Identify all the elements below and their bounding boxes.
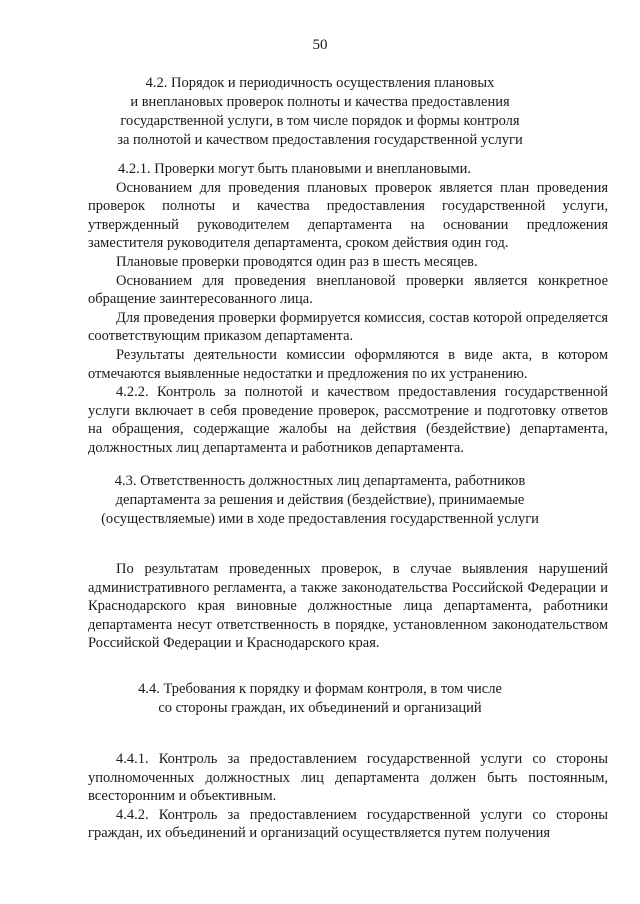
paragraph: Результаты деятельности комиссии оформляются в виде акта, в котором отмечаются выявленные недостатки и предложения по их устранению. (88, 346, 608, 382)
page-number: 50 (312, 37, 328, 53)
heading-line: (осуществляемые) ими в ходе предоставления государственной услуги (101, 511, 539, 527)
section-4-3-body (88, 560, 608, 653)
paragraph: 4.2.2. Контроль за полнотой и качеством предоставления государственной услуги включает в себя проведение проверок, рассмотрение и подготовку ответов на обращения, содержащие жалобы на действия (бездействие) департамента, должностных лиц департамента и работников департамента. (88, 384, 608, 456)
heading-line: и внеплановых проверок полноты и качества предоставления (130, 94, 510, 110)
paragraph: Основанием для проведения внеплановой проверки является конкретное обращение заинтересованного лица. (88, 272, 608, 308)
section-4-2-body (88, 160, 608, 458)
paragraph: Основанием для проведения плановых проверок является план проведения проверок полноты и качества предоставления государственной услуги, утвержденный руководителем департамента на основании предложения заместителя руководителя департамента, сроком действия один год. (88, 179, 608, 252)
paragraph: 4.4.2. Контроль за предоставлением государственной услуги со стороны граждан, их объединений и организаций осуществляется путем получения (88, 806, 608, 842)
heading-line: департамента за решения и действия (бездействие), принимаемые (115, 492, 525, 508)
heading-line: за полнотой и качеством предоставления государственной услуги (117, 132, 523, 148)
paragraph: По результатам проведенных проверок, в случае выявления нарушений административного регламента, а также законодательства Российской Федерации и Краснодарского края виновные должностные лица департамента, работники департамента несут ответственность в порядке, установленном законодательством Российской Федерации и Краснодарского края. (88, 561, 608, 652)
paragraph: 4.2.1. Проверки могут быть плановыми и внеплановыми. (118, 161, 471, 177)
section-4-3-heading (0, 472, 640, 529)
heading-line: 4.4. Требования к порядку и формам контроля, в том числе (138, 681, 502, 697)
heading-line: 4.3. Ответственность должностных лиц департамента, работников (114, 473, 526, 489)
section-4-2-heading (0, 74, 640, 150)
paragraph: Плановые проверки проводятся один раз в шесть месяцев. (116, 253, 478, 270)
paragraph: Для проведения проверки формируется комиссия, состав которой определяется соответствующим приказом департамента. (88, 309, 608, 345)
heading-line: государственной услуги, в том числе порядок и формы контроля (120, 113, 520, 129)
section-4-4-heading (0, 680, 640, 718)
section-4-4-body (88, 750, 608, 843)
heading-line: со стороны граждан, их объединений и организаций (158, 700, 482, 716)
heading-line: 4.2. Порядок и периодичность осуществления плановых (145, 75, 495, 91)
paragraph: 4.4.1. Контроль за предоставлением государственной услуги со стороны уполномоченных должностных лиц департамента должен быть постоянным, всесторонним и объективным. (88, 751, 608, 805)
